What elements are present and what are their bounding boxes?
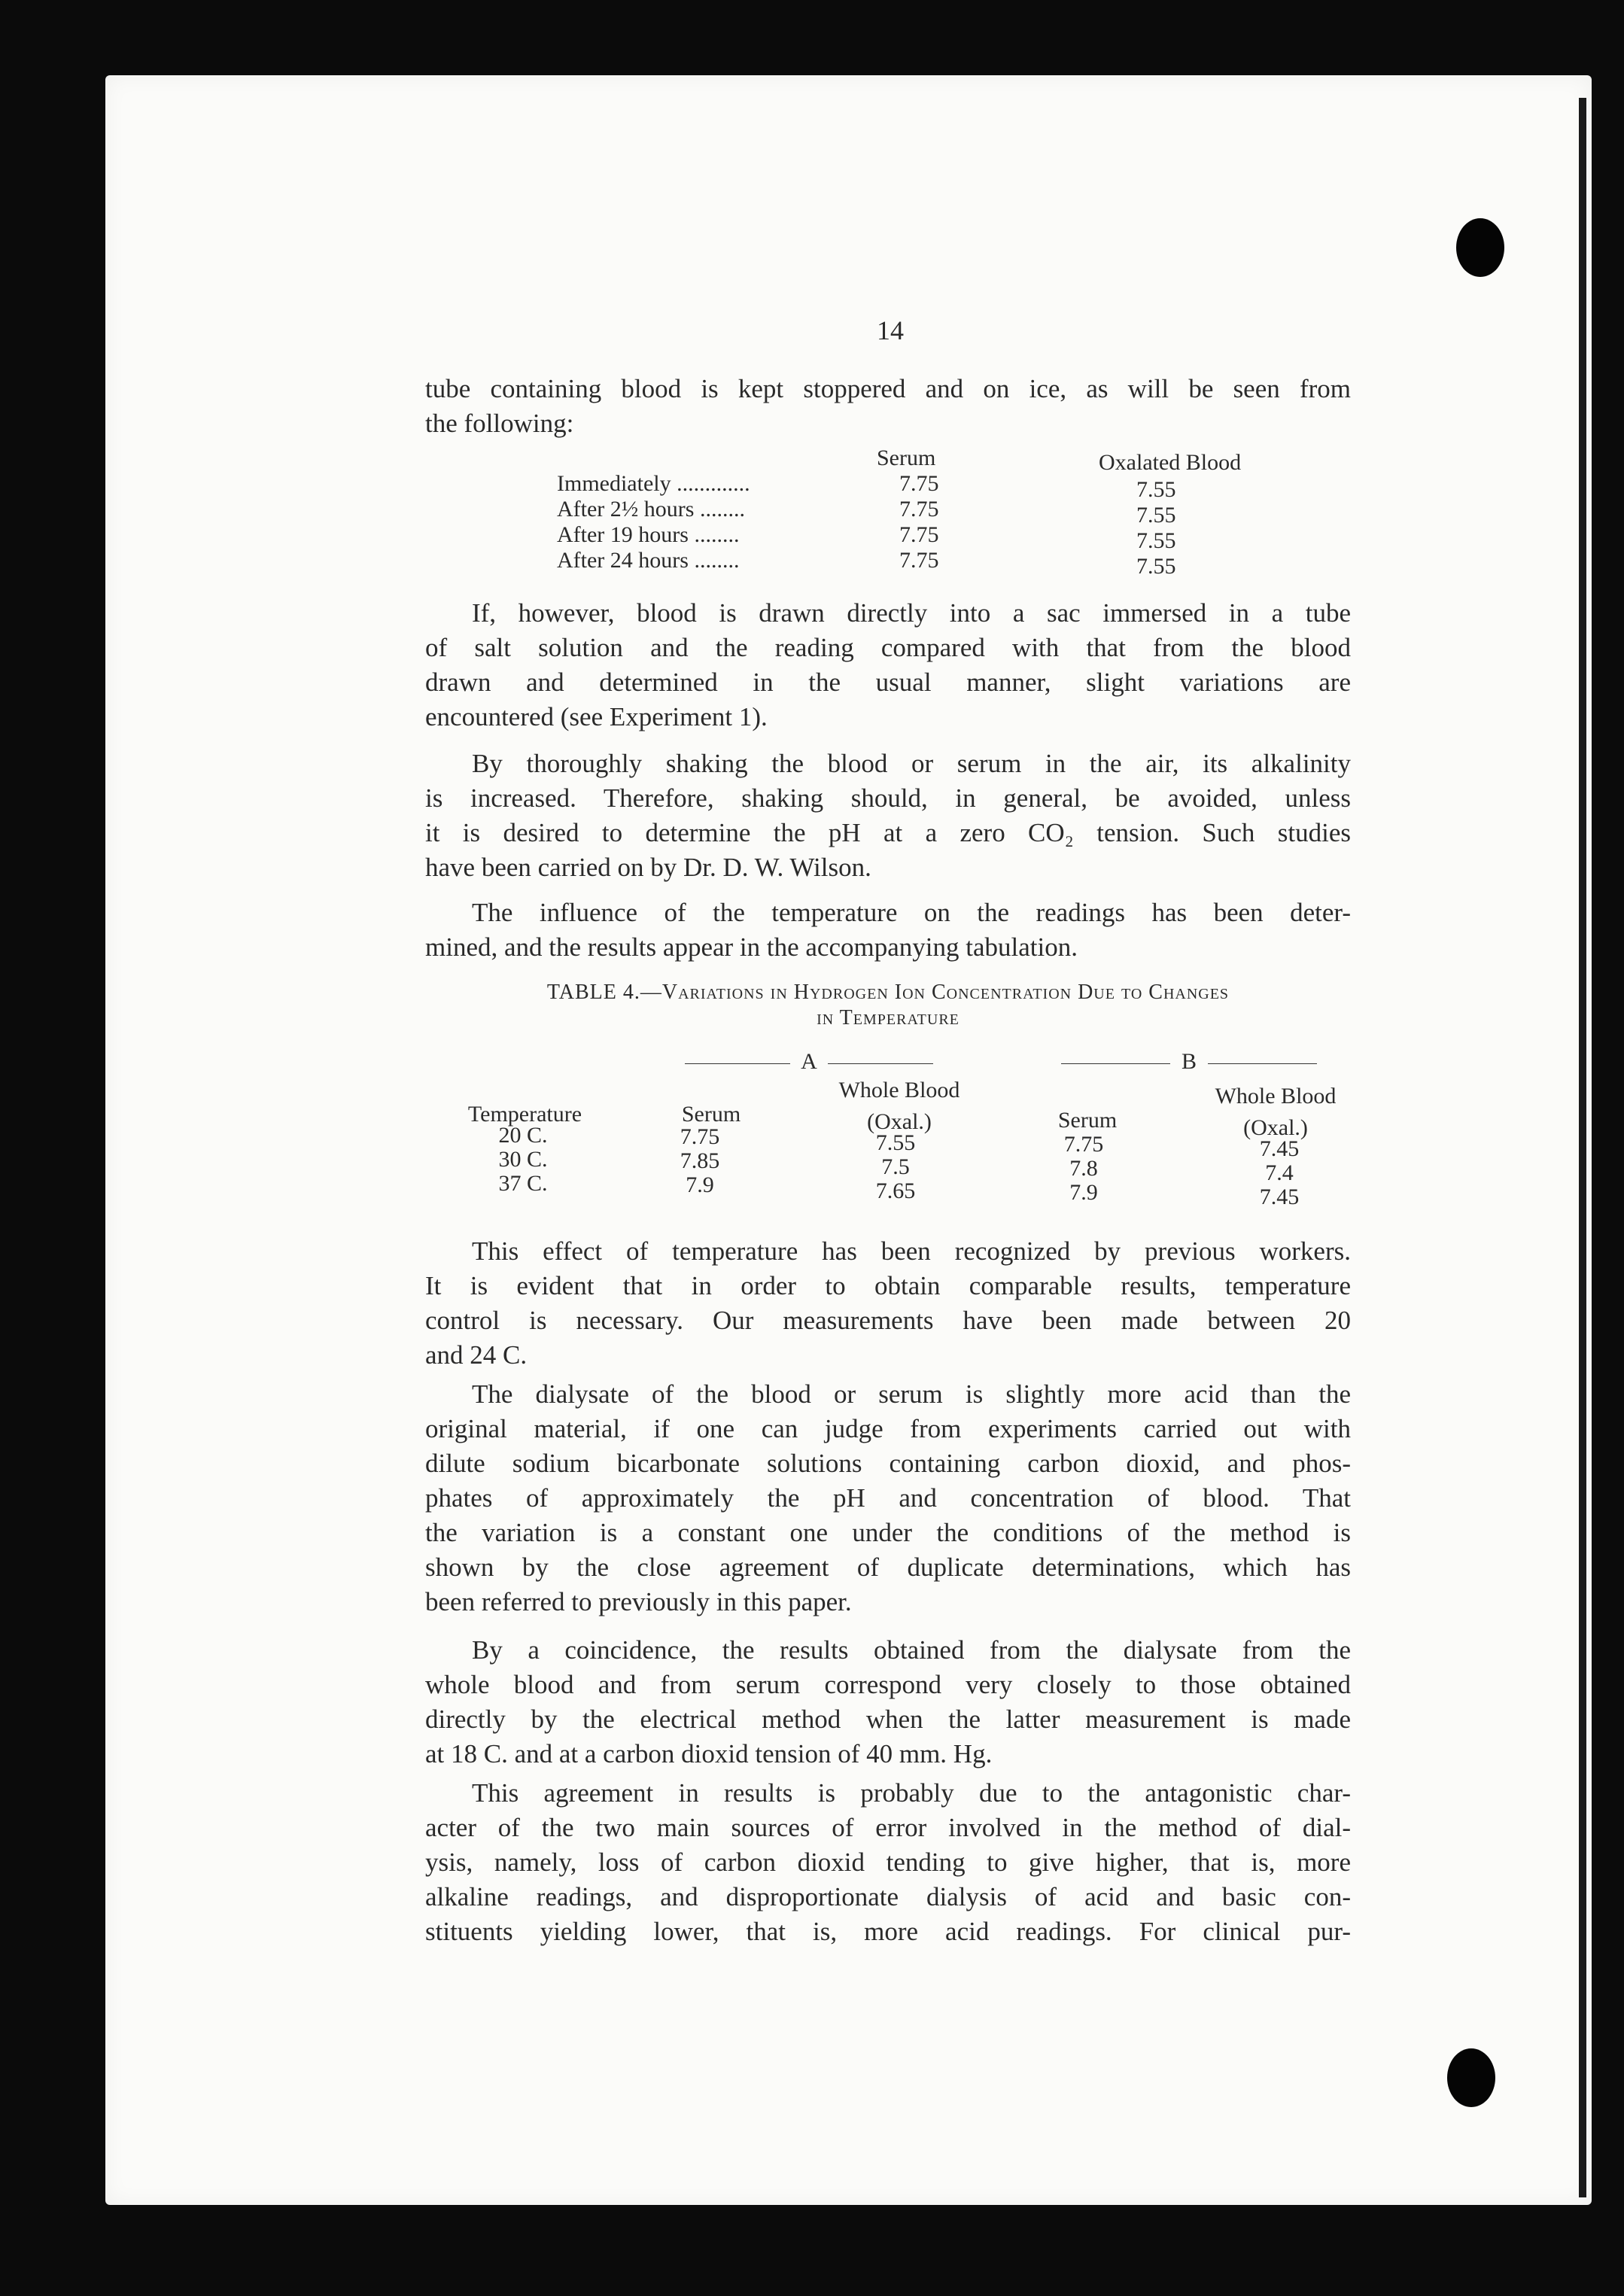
column-header-temperature: Temperature	[467, 1102, 582, 1127]
table-4-caption	[421, 980, 1355, 1031]
column-header-whole-blood-a: Whole Blood	[838, 1078, 960, 1102]
paragraph-dialysate: The dialysate of the blood or serum is slightly more acid than the original material, if one can judge from experiments carried out with dilute sodium bicarbonate solutions containing carbon dioxid, and phos- phates of approximately the pH and concentration of blood. That the variation is a constant one under the conditions of the method is shown by the close agreement of duplicate determinations, which has been referred to previously in this paper.	[425, 1379, 1351, 1616]
punch-hole-top	[1456, 218, 1504, 277]
paragraph-temperature-influence: The influence of the temperature on the readings has been deter- mined, and the results appear in the accompanying tabulation.	[425, 898, 1351, 962]
column-header-serum-b: Serum	[1057, 1108, 1118, 1133]
paragraph-shaking: By thoroughly shaking the blood or serum in the air, its alkalinity is increased. Therefore, shaking should, in general, be avoided, unless it is desired to determine the pH at a zero CO₂ tension. Such studies have been carried on by Dr. D. W. Wilson.	[425, 749, 1351, 882]
paragraph-coincidence: By a coincidence, the results obtained from the dialysate from the whole blood and from serum correspond very closely to those obtained directly by the electrical method when the latter measurement is made at 18 C. and at a carbon dioxid tension of 40 mm. Hg.	[425, 1635, 1351, 1768]
table-4: A B Temperature Serum Whole Blood (Oxal.) Serum Whole Blood (Oxal.) 20 C. 7.75 7.55 7.75 7.45 30 C. 7.85 7.5 7.8 7.4 37 C. 7.9 7.65 7.9 7.45	[444, 1050, 1362, 1223]
table-4-title: Variations in Hydrogen Ion Concentration Due to Changes	[661, 981, 1230, 1004]
column-header-serum: Serum	[877, 446, 936, 470]
page-number: 14	[877, 315, 904, 345]
opening-paragraph: tube containing blood is kept stoppered and on ice, as will be seen from the following:	[425, 374, 1351, 438]
column-header-oxal-a: (Oxal.)	[867, 1109, 932, 1134]
column-header-oxal-b: (Oxal.)	[1243, 1115, 1308, 1140]
table-4-label: TABLE 4.—	[546, 981, 662, 1004]
adjacent-page-edge	[1579, 98, 1586, 2197]
group-a-header: A	[685, 1050, 933, 1074]
punch-hole-bottom	[1447, 2048, 1495, 2107]
paragraph-agreement: This agreement in results is probably due to the antagonistic char- acter of the two main sources of error involved in the method of dial- ysis, namely, loss of carbon dioxid tending to give higher, that is, more alkaline readings, and disproportionate dialysis of acid and basic con- stituents yielding lower, that is, more acid readings. For clinical pur-	[425, 1778, 1351, 1946]
paragraph-sac-immersed: If, however, blood is drawn directly into a sac immersed in a tube of salt solution and the reading compared with that from the blood drawn and determined in the usual manner, slight variations are encountered (see Experiment 1).	[425, 598, 1351, 731]
column-header-whole-blood-b: Whole Blood	[1215, 1084, 1337, 1108]
column-header-oxalated-blood: Oxalated Blood	[1099, 450, 1242, 475]
column-header-serum-a: Serum	[681, 1102, 741, 1127]
table-4-title-continued: in Temperature	[817, 1006, 959, 1029]
group-b-header: B	[1061, 1050, 1317, 1074]
paragraph-temperature-effect: This effect of temperature has been recognized by previous workers. It is evident that in order to obtain comparable results, temperature control is necessary. Our measurements have been made between 20 and 24 C.	[425, 1236, 1351, 1370]
